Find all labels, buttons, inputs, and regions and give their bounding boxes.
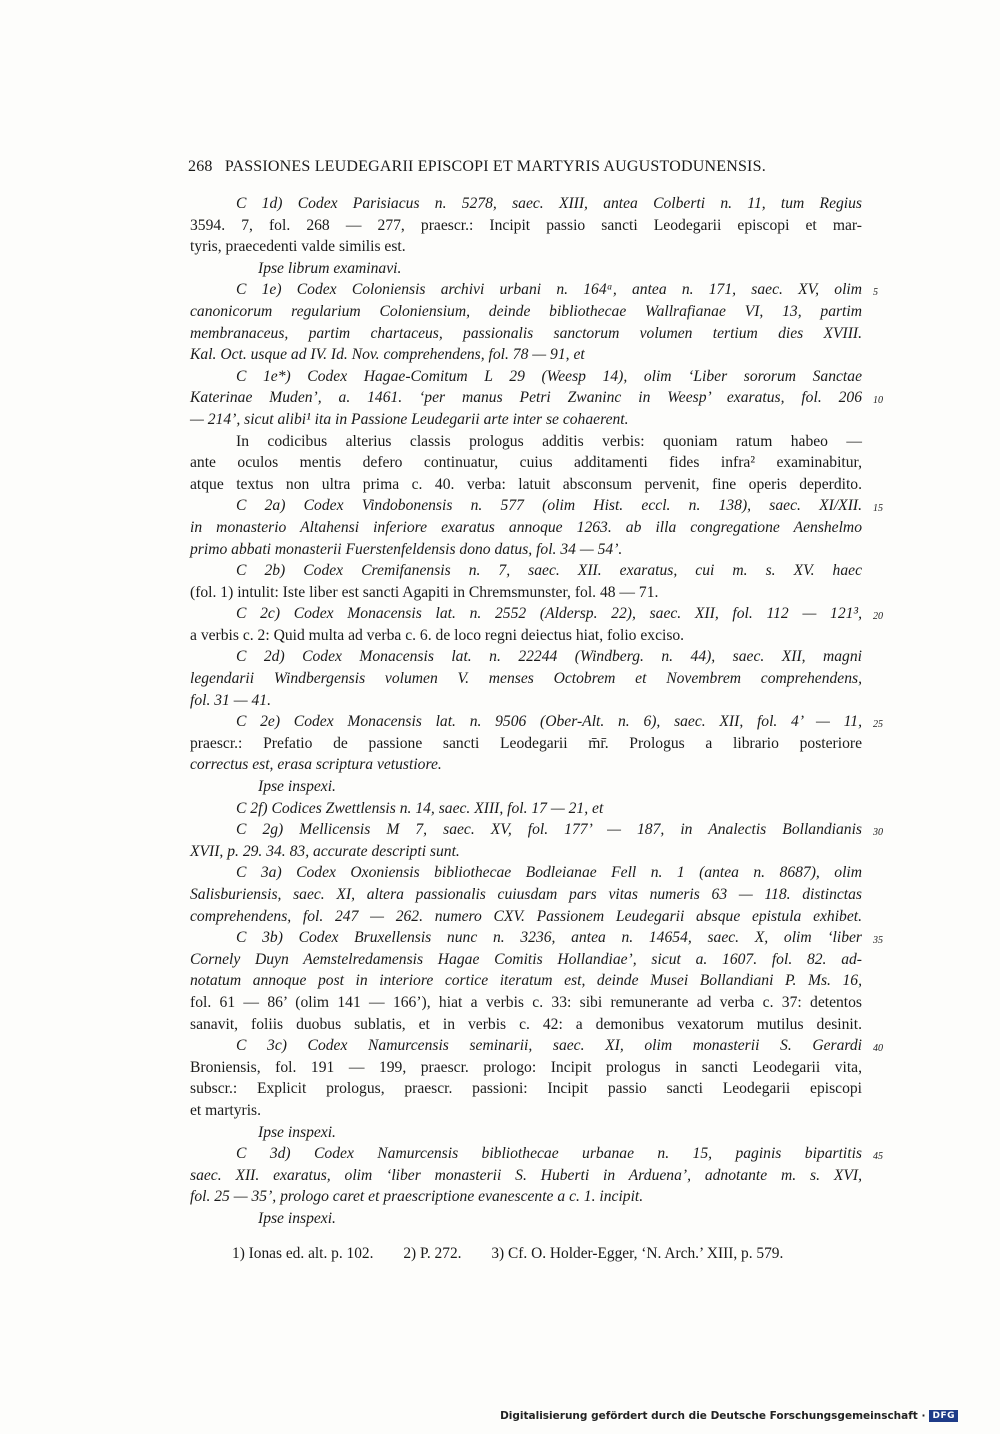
- line-text: canonicorum regularium Coloniensium, deinde bibliothecae Wallrafianae VI, 13, partim: [190, 302, 862, 320]
- line-number: 45: [873, 1151, 883, 1163]
- digitization-credit: [500, 1410, 958, 1422]
- line-text: (fol. 1) intulit: Iste liber est sancti Agapiti in Chremsmunster, fol. 48 — 71.: [190, 583, 659, 601]
- line-text: notatum annoque post in interiore cortice iteratum est, deinde Musei Bollandiani P. Ms. 16,: [190, 972, 862, 990]
- text-line: [190, 236, 862, 258]
- line-text: Katerinae Muden’, a. 1461. ‘per manus Petri Zwaninc in Weesp’ exaratus, fol. 206: [190, 389, 862, 407]
- line-text: ante oculos mentis defero continuatur, cuius additamenti fides infra² examinabitur,: [190, 454, 862, 472]
- line-text: C 3b) Codex Bruxellensis nunc n. 3236, antea n. 14654, saec. X, olim ‘liber: [236, 929, 862, 947]
- text-line: [190, 409, 862, 431]
- footnote-3: 3) Cf. O. Holder-Egger, ‘N. Arch.’ XIII, p. 579.: [491, 1245, 784, 1262]
- line-number: 35: [873, 935, 883, 947]
- text-line: [190, 1186, 862, 1208]
- line-text: C 3c) Codex Namurcensis seminarii, saec. XI, olim monasterii S. Gerardi: [236, 1037, 862, 1055]
- text-line: [190, 279, 878, 301]
- line-text: comprehendens, fol. 247 — 262. numero CXV. Passionem Leudegarii absque epistula exhibet.: [190, 907, 862, 925]
- line-text: Cornely Duyn Aemstelredamensis Hagae Comitis Hollandiae’, sicut a. 1607. fol. 82. ad-: [190, 950, 862, 968]
- line-text: in monasterio Altahensi inferiore exaratus annoque 1263. ab illa congregatione Aenshelmo: [190, 518, 862, 536]
- line-text: C 2a) Codex Vindobonensis n. 577 (olim Hist. eccl. n. 138), saec. XI/XII.: [236, 497, 862, 515]
- text-line: [190, 1035, 883, 1057]
- line-text: C 3d) Codex Namurcensis bibliothecae urbanae n. 15, paginis bipartitis: [236, 1145, 862, 1163]
- text-line: [190, 1057, 862, 1079]
- line-text: Ipse inspexi.: [258, 778, 336, 796]
- line-text: C 2b) Codex Cremifanensis n. 7, saec. XII. exaratus, cui m. s. XV. haec: [236, 562, 862, 580]
- line-text: Ipse inspexi.: [258, 1209, 336, 1227]
- text-line: [190, 366, 862, 388]
- line-text: saec. XII. exaratus, olim ‘liber monasterii S. Huberti in Arduena’, adnotante m. s. XVI,: [190, 1166, 862, 1184]
- text-line: [190, 841, 862, 863]
- text-line: [190, 668, 862, 690]
- text-line: [190, 495, 883, 517]
- main-text: [190, 193, 883, 1230]
- running-header: [188, 158, 868, 176]
- line-text: C 1e*) Codex Hagae-Comitum L 29 (Weesp 14), olim ‘Liber sororum Sanctae: [236, 367, 862, 385]
- line-text: Kal. Oct. usque ad IV. Id. Nov. comprehendens, fol. 78 — 91, et: [190, 346, 585, 364]
- text-line: [190, 258, 862, 280]
- line-text: Salisburiensis, saec. XI, altera passionalis cuiusdam pars vitas numeris 63 — 118. distinctas: [190, 886, 862, 903]
- text-line: [190, 1100, 862, 1122]
- text-line: [190, 625, 862, 647]
- text-line: [190, 474, 862, 496]
- text-line: [190, 862, 862, 884]
- text-line: [190, 798, 862, 820]
- dfg-logo: DFG: [929, 1410, 958, 1422]
- text-line: [190, 776, 862, 798]
- running-title: PASSIONES LEUDEGARII EPISCOPI ET MARTYRIS AUGUSTODUNENSIS.: [224, 158, 766, 175]
- line-text: C 1d) Codex Parisiacus n. 5278, saec. XIII, antea Colberti n. 11, tum Regius: [236, 195, 862, 212]
- line-text: C 1e) Codex Coloniensis archivi urbani n. 164ᵃ, antea n. 171, saec. XV, olim: [236, 281, 862, 299]
- line-number: 5: [873, 287, 878, 299]
- line-text: membranaceus, partim chartaceus, passionalis sanctorum volumen tertium dies XVIII.: [190, 324, 862, 342]
- text-line: [190, 992, 862, 1014]
- text-line: [190, 539, 862, 561]
- line-text: legendarii Windbergensis volumen V. menses Octobrem et Novembrem comprehendens,: [190, 670, 862, 688]
- line-text: C 2d) Codex Monacensis lat. n. 22244 (Windberg. n. 44), saec. XII, magni: [236, 648, 862, 666]
- line-text: fol. 31 — 41.: [190, 691, 272, 709]
- line-number: 10: [873, 395, 883, 407]
- text-line: [190, 646, 862, 668]
- footnote-1: 1) Ionas ed. alt. p. 102.: [232, 1245, 374, 1262]
- text-line: [190, 1122, 862, 1144]
- text-line: [190, 906, 862, 928]
- line-text: praescr.: Prefatio de passione sancti Leodegarii m̄r̄. Prologus a librario posteriore: [190, 734, 862, 752]
- line-number: 30: [873, 827, 883, 839]
- line-text: correctus est, erasa scriptura vetustiore.: [190, 756, 442, 774]
- text-line: [190, 517, 862, 539]
- text-line: [190, 949, 862, 971]
- line-text: fol. 61 — 86’ (olim 141 — 166’), hiat a verbis c. 33: sibi remunerante ad verba c. 37: detentos: [190, 993, 862, 1011]
- line-text: C 3a) Codex Oxoniensis bibliothecae Bodleianae Fell n. 1 (antea n. 8687), olim: [236, 864, 862, 882]
- text-line: [190, 431, 862, 453]
- text-line: [190, 560, 862, 582]
- text-line: [190, 733, 862, 755]
- text-line: [190, 1208, 862, 1230]
- line-text: sanavit, foliis duobus sublatis, et in verbis c. 42: a demonibus vexatorum mutilus desinit.: [190, 1015, 862, 1033]
- line-text: In codicibus alterius classis prologus additis verbis: quoniam ratum habeo —: [236, 432, 862, 450]
- text-line: [190, 1078, 862, 1100]
- text-line: [190, 301, 862, 323]
- line-number: 25: [873, 719, 883, 731]
- text-line: [190, 970, 862, 992]
- credit-text: Digitalisierung gefördert durch die Deutsche Forschungsgemeinschaft ·: [500, 1410, 926, 1422]
- line-text: atque textus non ultra prima c. 40. verba: latuit absconsum pervenit, fine operis deperdito.: [190, 475, 862, 493]
- page-number: 268: [188, 158, 213, 175]
- line-text: fol. 25 — 35’, prologo caret et praescriptione evanescente a c. 1. incipit.: [190, 1188, 644, 1206]
- footnote-2: 2) P. 272.: [403, 1245, 462, 1262]
- line-text: 3594. 7, fol. 268 — 277, praescr.: Incipit passio sancti Leodegarii episcopi et mar-: [190, 216, 862, 234]
- line-text: C 2c) Codex Monacensis lat. n. 2552 (Aldersp. 22), saec. XII, fol. 112 — 121³,: [236, 605, 862, 623]
- text-line: [190, 1014, 862, 1036]
- line-text: — 214’, sicut alibi¹ ita in Passione Leudegarii arte inter se cohaerent.: [190, 410, 629, 428]
- text-line: [190, 1165, 862, 1187]
- text-line: [190, 754, 862, 776]
- line-text: XVII, p. 29. 34. 83, accurate descripti sunt.: [190, 842, 460, 860]
- text-line: [190, 344, 862, 366]
- footnotes: [232, 1245, 872, 1263]
- text-line: [190, 193, 862, 215]
- line-text: Ipse librum examinavi.: [258, 259, 402, 277]
- text-line: [190, 215, 862, 237]
- line-text: C 2e) Codex Monacensis lat. n. 9506 (Ober-Alt. n. 6), saec. XII, fol. 4’ — 11,: [236, 713, 862, 731]
- text-line: [190, 927, 883, 949]
- text-line: [190, 884, 862, 906]
- line-text: a verbis c. 2: Quid multa ad verba c. 6. de loco regni deiectus hiat, folio exciso.: [190, 626, 685, 644]
- line-text: C 2g) Mellicensis M 7, saec. XV, fol. 177’ — 187, in Analectis Bollandianis: [236, 821, 862, 839]
- text-line: [190, 452, 862, 474]
- line-text: et martyris.: [190, 1101, 262, 1119]
- line-number: 15: [873, 503, 883, 515]
- text-line: [190, 582, 862, 604]
- text-line: [190, 690, 862, 712]
- line-number: 20: [873, 611, 883, 623]
- line-text: tyris, praecedenti valde similis est.: [190, 238, 406, 256]
- line-number: 40: [873, 1043, 883, 1055]
- text-line: [190, 387, 883, 409]
- text-line: [190, 819, 883, 841]
- text-line: [190, 711, 883, 733]
- text-line: [190, 1143, 883, 1165]
- text-line: [190, 323, 862, 345]
- line-text: Broniensis, fol. 191 — 199, praescr. prologo: Incipit prologus in sancti Leodegarii vita,: [190, 1058, 862, 1076]
- line-text: primo abbati monasterii Fuerstenfeldensis dono datus, fol. 34 — 54’.: [190, 540, 623, 558]
- line-text: subscr.: Explicit prologus, praescr. passioni: Incipit passio sancti Leodegarii episcopi: [190, 1080, 862, 1098]
- text-line: [190, 603, 883, 625]
- line-text: Ipse inspexi.: [258, 1123, 336, 1141]
- line-text: C 2f) Codices Zwettlensis n. 14, saec. XIII, fol. 17 — 21, et: [236, 799, 604, 817]
